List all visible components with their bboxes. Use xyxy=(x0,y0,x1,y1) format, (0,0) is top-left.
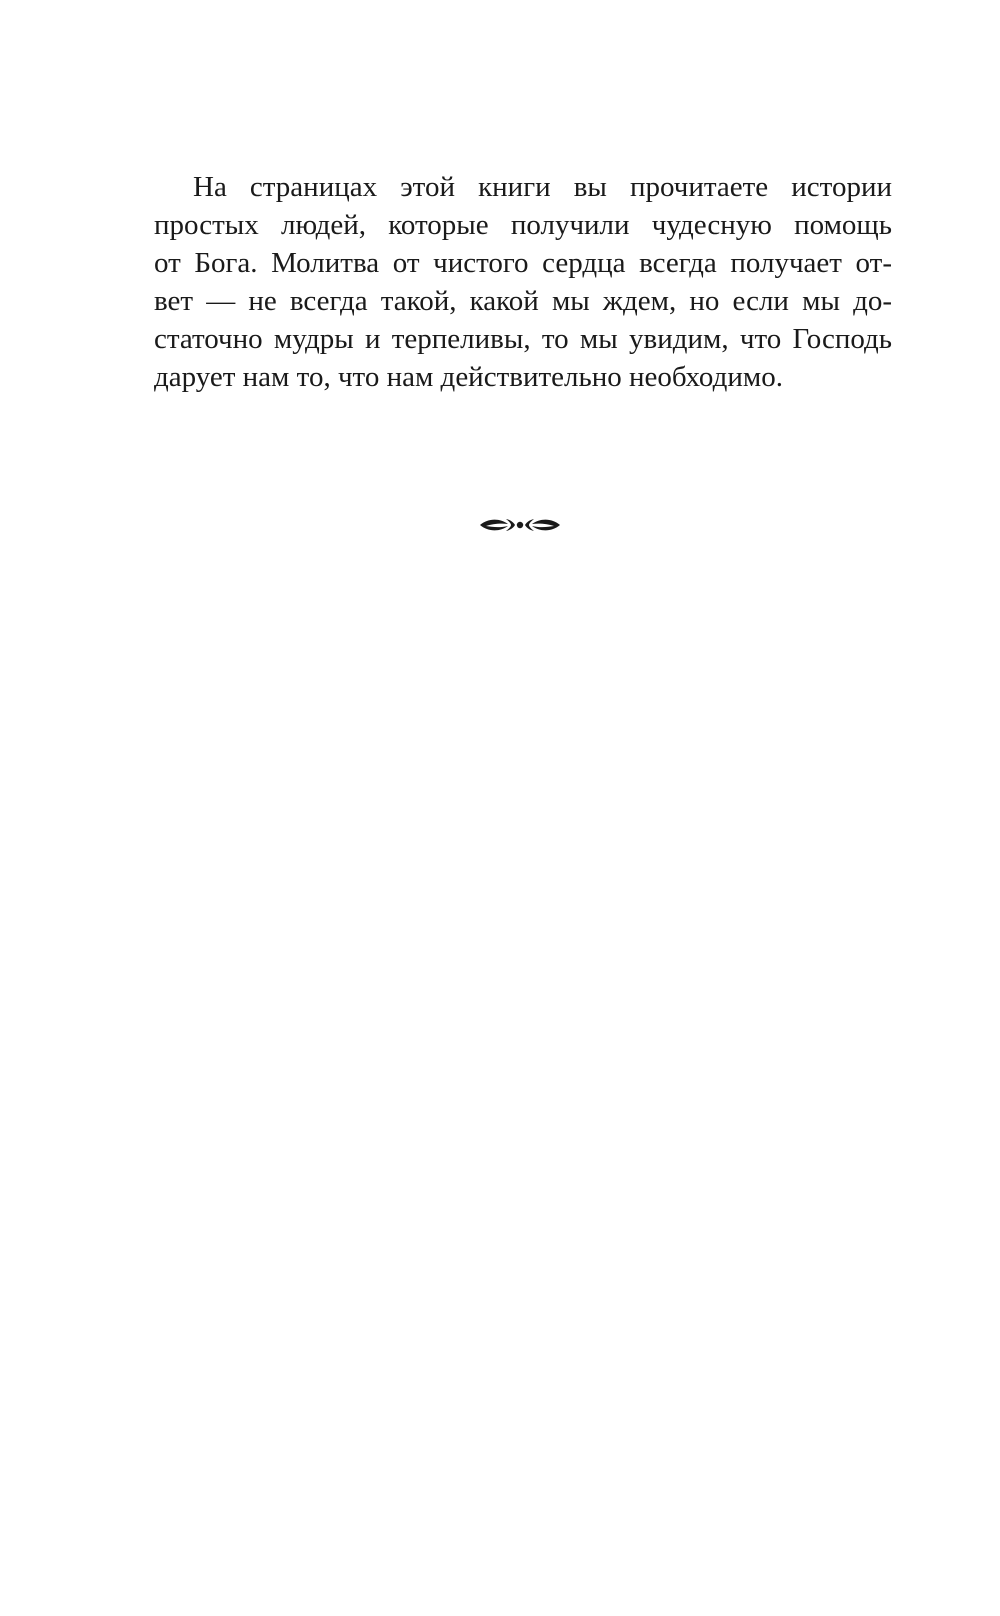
body-paragraph xyxy=(154,168,892,396)
paragraph-line: статочно мудры и терпеливы, то мы увидим, что Господь xyxy=(154,323,892,355)
paragraph-line: вет — не всегда такой, какой мы ждем, но если мы до- xyxy=(154,285,892,317)
fleuron-divider-icon xyxy=(478,512,562,538)
paragraph-line: дарует нам то, что нам действительно необходимо. xyxy=(154,361,783,393)
paragraph-line: простых людей, которые получили чудесную помощь xyxy=(154,209,892,241)
paragraph-line: от Бога. Молитва от чистого сердца всегда получает от- xyxy=(154,247,892,279)
paragraph-line: На страницах этой книги вы прочитаете истории xyxy=(193,171,892,203)
